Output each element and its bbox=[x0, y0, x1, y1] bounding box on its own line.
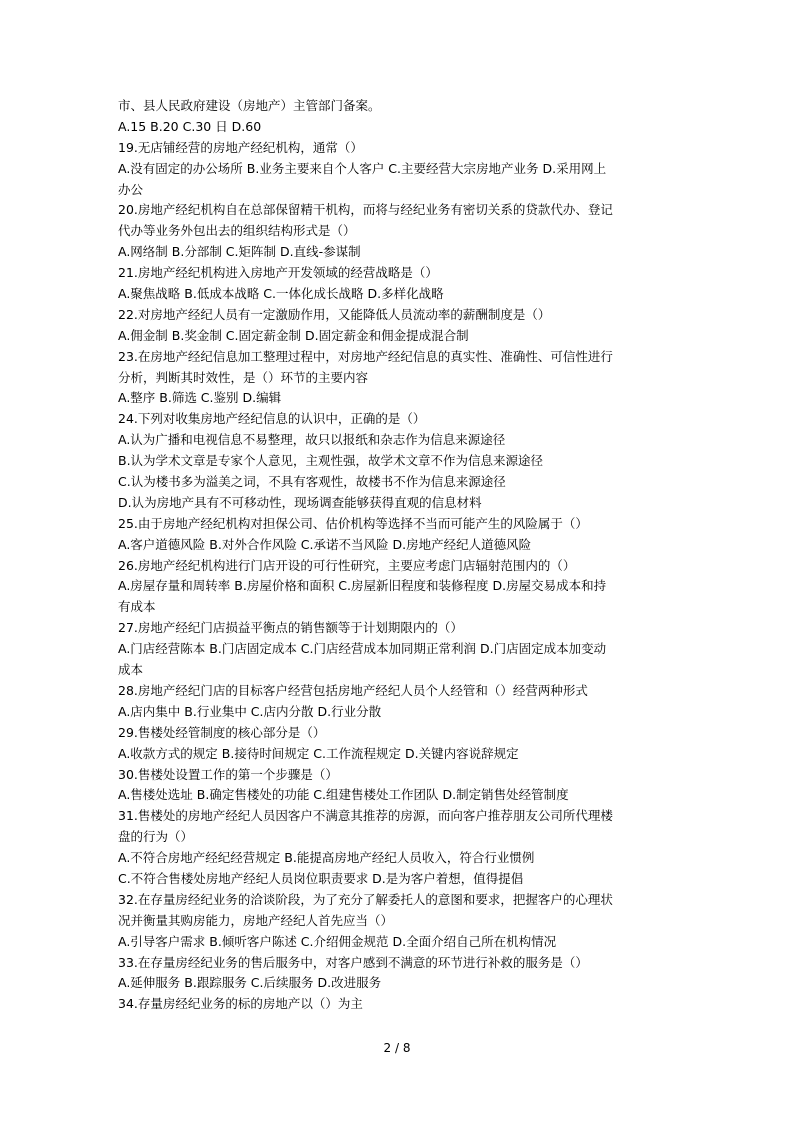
question-32: 32.在存量房经纪业务的洽谈阶段，为了充分了解委托人的意图和要求，把握客户的心理状 bbox=[118, 891, 613, 907]
question-21: 21.房地产经纪机构进入房地产开发领域的经营战略是（） bbox=[118, 265, 438, 281]
answer-options: A.引导客户需求 B.倾听客户陈述 C.介绍佣金规范 D.全面介绍自己所在机构情况 bbox=[118, 933, 557, 949]
question-28: 28.房地产经纪门店的目标客户经营包括房地产经纪人员个人经管和（）经营两种形式 bbox=[118, 682, 588, 698]
text-line: 盘的行为（） bbox=[118, 829, 194, 845]
text-line: 分析，判断其时效性，是（）环节的主要内容 bbox=[118, 369, 369, 385]
page-number: 2 / 8 bbox=[383, 1041, 411, 1055]
question-23: 23.在房地产经纪信息加工整理过程中，对房地产经纪信息的真实性、准确性、可信性进行 bbox=[118, 348, 613, 364]
question-26: 26.房地产经纪机构进行门店开设的可行性研究，主要应考虑门店辐射范围内的（） bbox=[118, 557, 576, 573]
question-30: 30.售楼处设置工作的第一个步骤是（） bbox=[118, 766, 338, 782]
answer-options: A.不符合房地产经纪经营规定 B.能提高房地产经纪人员收入，符合行业惯例 bbox=[118, 850, 535, 866]
answer-options: A.收款方式的规定 B.接待时间规定 C.工作流程规定 D.关键内容说辞规定 bbox=[118, 745, 519, 761]
answer-options: A.佣金制 B.奖金制 C.固定薪金制 D.固定薪金和佣金提成混合制 bbox=[118, 327, 469, 343]
text-line: 有成本 bbox=[118, 599, 156, 615]
question-33: 33.在存量房经纪业务的售后服务中，对客户感到不满意的环节进行补救的服务是（） bbox=[118, 954, 588, 970]
text-line: 成本 bbox=[118, 662, 144, 678]
text-line: 况并衡量其购房能力，房地产经纪人首先应当（） bbox=[118, 912, 394, 928]
document-body bbox=[118, 96, 678, 1015]
answer-options: A.店内集中 B.行业集中 C.店内分散 D.行业分散 bbox=[118, 703, 382, 719]
question-22: 22.对房地产经纪人员有一定激励作用，又能降低人员流动率的薪酬制度是（） bbox=[118, 306, 551, 322]
answer-option-b: B.认为学术文章是专家个人意见，主观性强，故学术文章不作为信息来源途径 bbox=[118, 453, 544, 469]
answer-option-a: A.认为广播和电视信息不易整理，故只以报纸和杂志作为信息来源途径 bbox=[118, 432, 506, 448]
question-34: 34.存量房经纪业务的标的房地产以（）为主 bbox=[118, 996, 363, 1012]
text-line: 代办等业务外包出去的组织结构形式是（） bbox=[118, 223, 356, 239]
answer-options: A.网络制 B.分部制 C.矩阵制 D.直线-参谋制 bbox=[118, 244, 361, 260]
question-19: 19.无店铺经营的房地产经纪机构，通常（） bbox=[118, 139, 363, 155]
answer-options: A.客户道德风险 B.对外合作风险 C.承诺不当风险 D.房地产经纪人道德风险 bbox=[118, 536, 532, 552]
answer-options: A.15 B.20 C.30 日 D.60 bbox=[118, 118, 262, 134]
question-27: 27.房地产经纪门店损益平衡点的销售额等于计划期限内的（） bbox=[118, 620, 463, 636]
answer-options: A.售楼处选址 B.确定售楼处的功能 C.组建售楼处工作团队 D.制定销售处经管制度 bbox=[118, 787, 569, 803]
answer-options: A.整序 B.筛选 C.鉴别 D.编辑 bbox=[118, 390, 282, 406]
answer-options: A.房屋存量和周转率 B.房屋价格和面积 C.房屋新旧程度和装修程度 D.房屋交易成本和持 bbox=[118, 578, 607, 594]
question-20: 20.房地产经纪机构自在总部保留精干机构，而将与经纪业务有密切关系的贷款代办、登记 bbox=[118, 202, 613, 218]
answer-option-d: D.认为房地产具有不可移动性，现场调查能够获得直观的信息材料 bbox=[118, 494, 482, 510]
question-29: 29.售楼处经管制度的核心部分是（） bbox=[118, 724, 326, 740]
question-25: 25.由于房地产经纪机构对担保公司、估价机构等选择不当而可能产生的风险属于（） bbox=[118, 515, 588, 531]
question-24: 24.下列对收集房地产经纪信息的认识中，正确的是（） bbox=[118, 411, 426, 427]
text-line: 办公 bbox=[118, 181, 144, 197]
answer-option-c: C.认为楼书多为溢美之词，不具有客观性，故楼书不作为信息来源途径 bbox=[118, 474, 506, 490]
text-line: 市、县人民政府建设（房地产）主管部门备案。 bbox=[118, 98, 381, 113]
answer-options: A.聚焦战略 B.低成本战略 C.一体化成长战略 D.多样化战略 bbox=[118, 286, 444, 302]
answer-options: C.不符合售楼处房地产经纪人员岗位职责要求 D.是为客户着想，值得提倡 bbox=[118, 870, 524, 886]
answer-options: A.延伸服务 B.跟踪服务 C.后续服务 D.改进服务 bbox=[118, 975, 382, 991]
answer-options: A.没有固定的办公场所 B.业务主要来自个人客户 C.主要经营大宗房地产业务 D.采用网上 bbox=[118, 160, 607, 176]
answer-options: A.门店经营陈本 B.门店固定成本 C.门店经营成本加同期正常利润 D.门店固定成本加变动 bbox=[118, 641, 607, 657]
question-31: 31.售楼处的房地产经纪人员因客户不满意其推荐的房源，而向客户推荐朋友公司所代理楼 bbox=[118, 808, 613, 824]
